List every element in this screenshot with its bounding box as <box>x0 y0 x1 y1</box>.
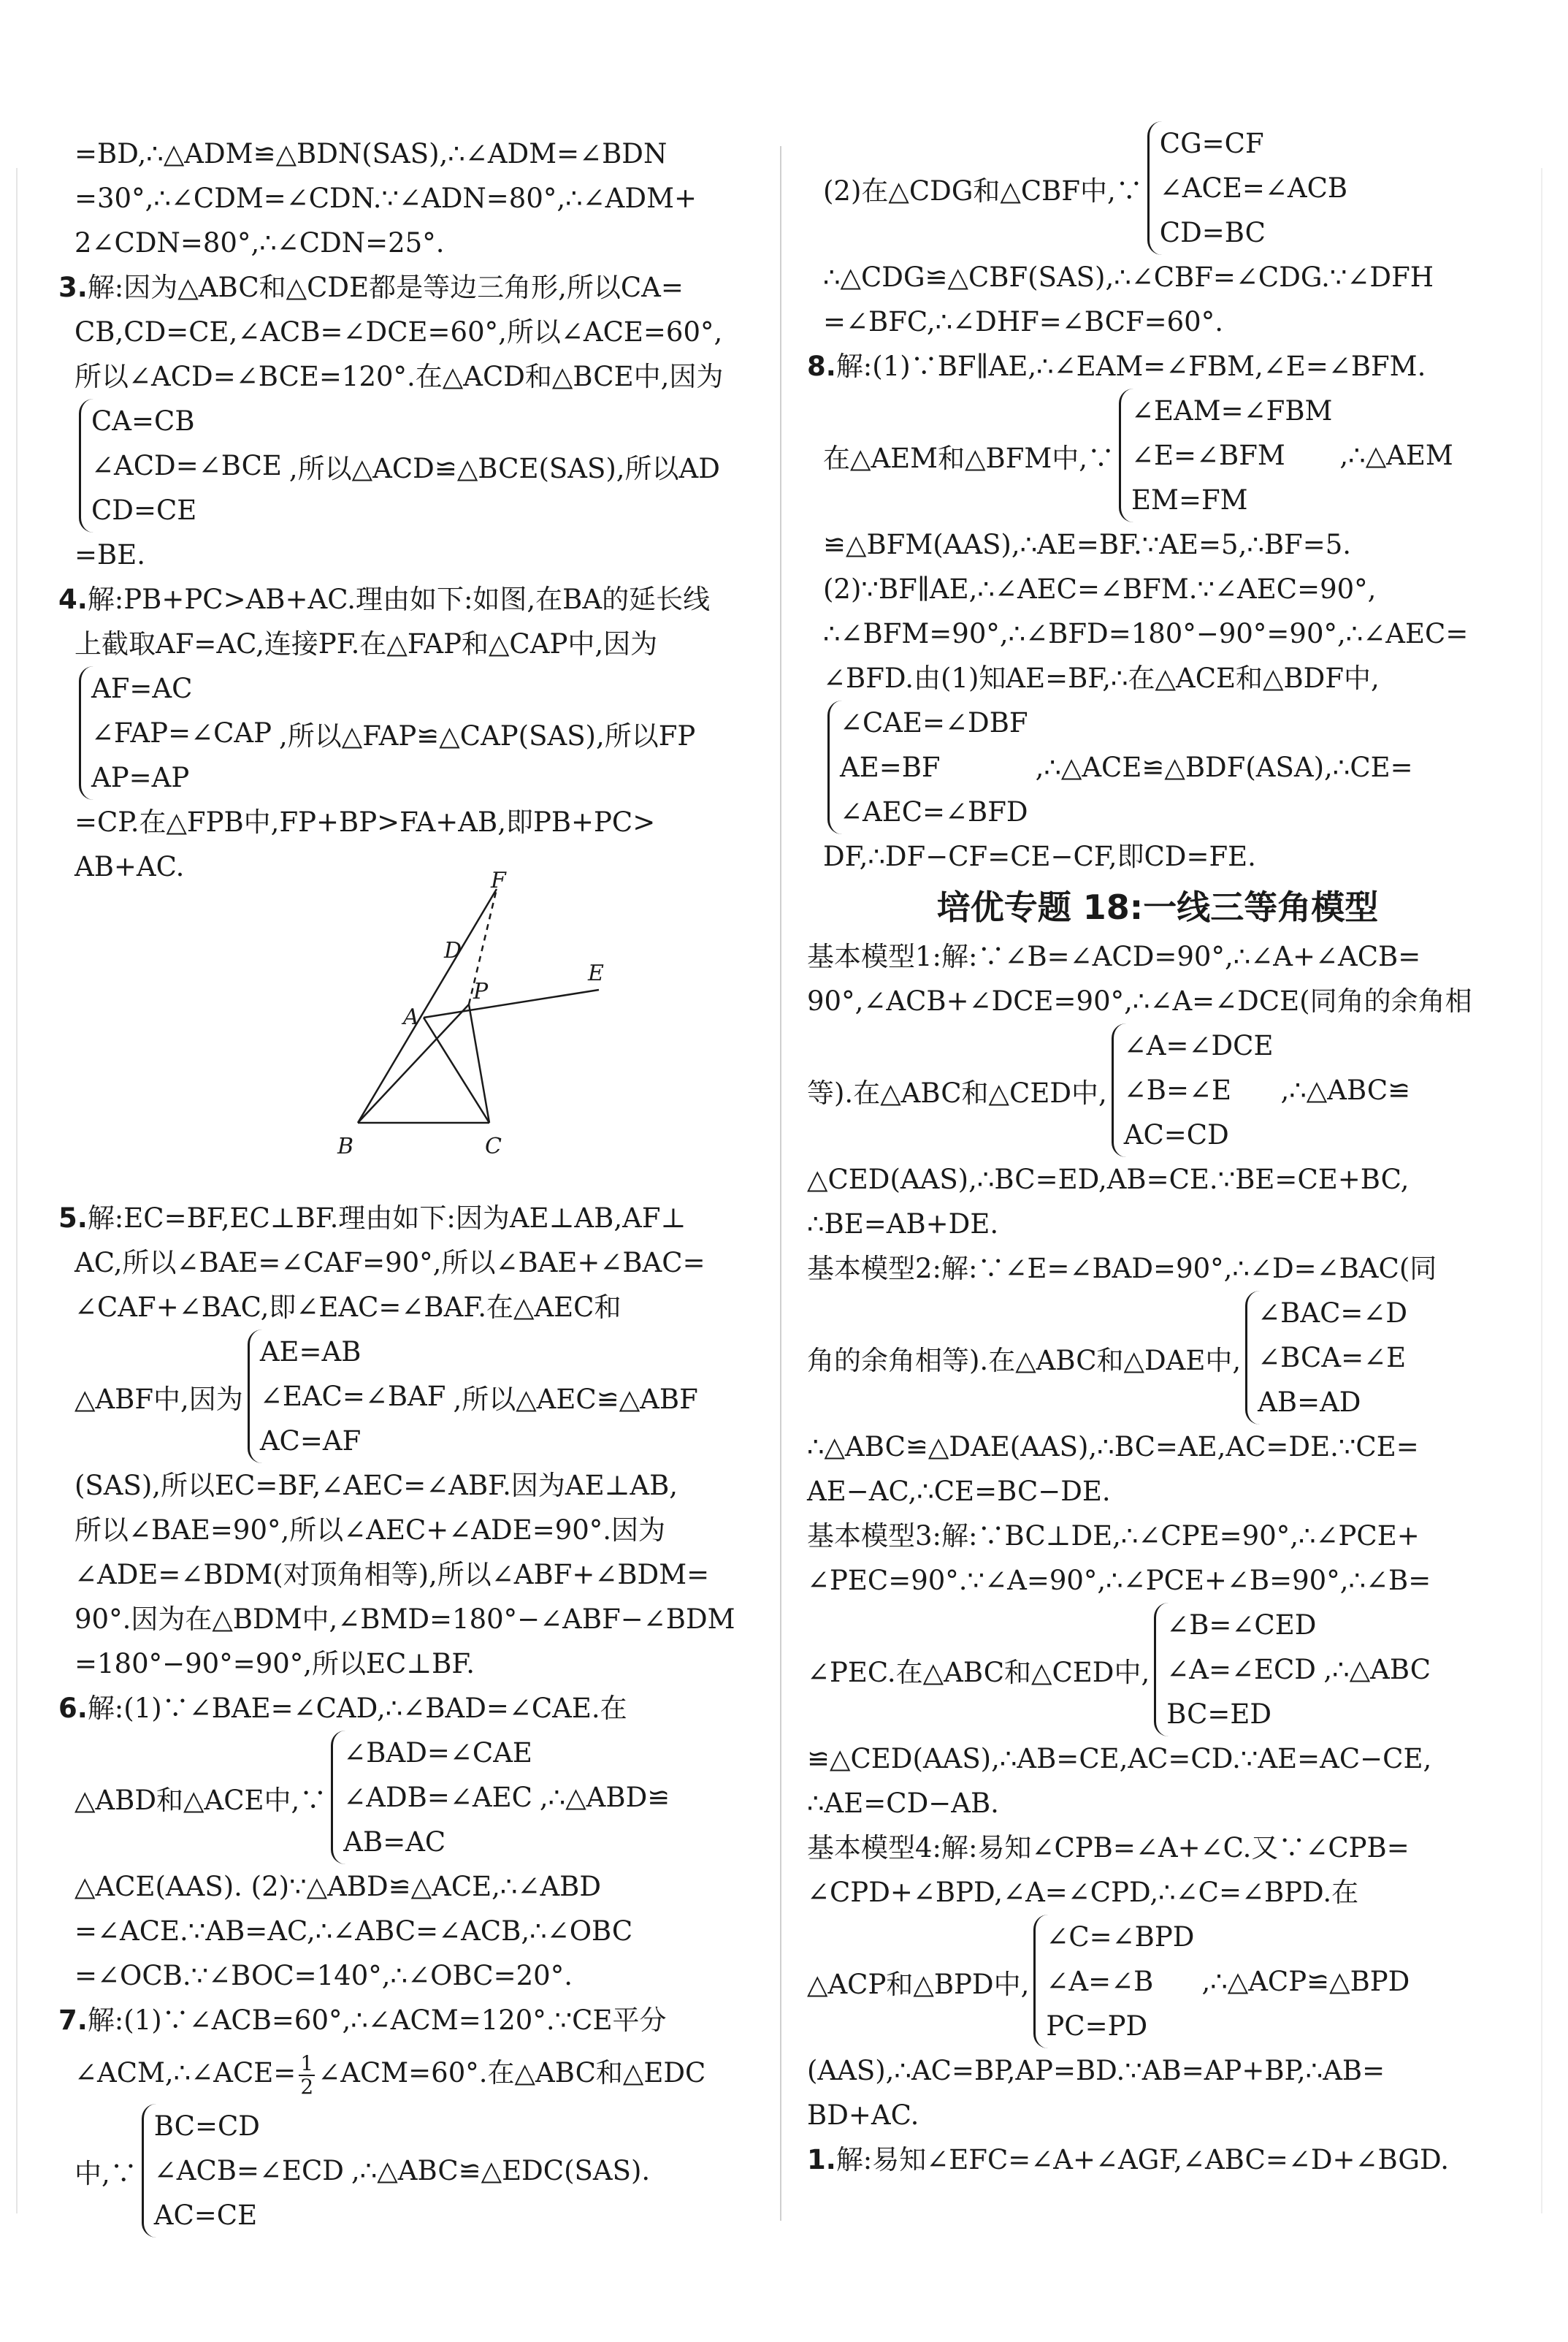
model4-line: ∠CPD+∠BPD,∠A=∠CPD,∴∠C=∠BPD.在 <box>807 1877 1359 1908</box>
brace-system: ∠B=∠CED ∠A=∠ECD BC=ED <box>1154 1603 1316 1736</box>
q4-line: 上截取AF=AC,连接PF.在△FAP和△CAP中,因为 <box>74 628 658 660</box>
section-title: 培优专题 18:一线三等角模型 <box>936 888 1379 927</box>
problem1-line: 1.解:易知∠EFC=∠A+∠AGF,∠ABC=∠D+∠BGD. <box>807 2144 1450 2175</box>
brace-system: AE=AB ∠EAC=∠BAF AC=AF <box>248 1330 446 1463</box>
brace-system: ∠A=∠DCE ∠B=∠E AC=CD <box>1112 1023 1274 1157</box>
q5-line: 90°.因为在△BDM中,∠BMD=180°−∠ABF−∠BDM <box>74 1603 735 1635</box>
q8-line: ∠BFD.由(1)知AE=BF,∴在△ACE和△BDF中, <box>823 663 1380 694</box>
q6-line: =∠OCB.∵∠BOC=140°,∴∠OBC=20°. <box>74 1960 573 1991</box>
problem1-number: 1. <box>807 2144 836 2175</box>
model1-line: 基本模型1:解:∵∠B=∠ACD=90°,∴∠A+∠ACB= <box>807 941 1421 972</box>
brace-system: CA=CB ∠ACD=∠BCE CD=CE <box>79 399 282 533</box>
right-column <box>807 121 1508 2182</box>
q5-line: 5.解:EC=BF,EC⊥BF.理由如下:因为AE⊥AB,AF⊥ <box>58 1202 687 1234</box>
continuation-line: =BD,∴△ADM≌△BDN(SAS),∴∠ADM=∠BDN <box>74 138 668 169</box>
label-b: B <box>337 1134 354 1159</box>
brace-system: CG=CF ∠ACE=∠ACB CD=BC <box>1147 121 1347 255</box>
q5-system: △ABF中,因为 AE=AB ∠EAC=∠BAF AC=AF ,所以△AEC≌△ABF <box>58 1330 756 1463</box>
model1-line: △CED(AAS),∴BC=ED,AB=CE.∵BE=CE+BC, <box>807 1164 1410 1195</box>
brace-system: BC=CD ∠ACB=∠ECD AC=CE <box>142 2104 344 2238</box>
brace-system: ∠C=∠BPD ∠A=∠B PC=PD <box>1033 1915 1194 2048</box>
model3-line: ∴AE=CD−AB. <box>807 1788 999 1819</box>
q5-number: 5. <box>58 1202 88 1234</box>
q7b-system: (2)在△CDG和△CBF中,∵ CG=CF ∠ACE=∠ACB CD=BC <box>807 121 1508 255</box>
q5-line: =180°−90°=90°,所以EC⊥BF. <box>74 1648 475 1679</box>
q5-line: ∠ADE=∠BDM(对顶角相等),所以∠ABF+∠BDM= <box>74 1559 710 1590</box>
label-d: D <box>444 938 462 964</box>
q7-line: 7.解:(1)∵∠ACB=60°,∴∠ACM=120°.∵CE平分 <box>58 2005 667 2036</box>
model3-line: ≌△CED(AAS),∴AB=CE,AC=CD.∵AE=AC−CE, <box>807 1743 1432 1774</box>
q7-system: 中,∵ BC=CD ∠ACB=∠ECD AC=CE ,∴△ABC≌△EDC(SAS). <box>58 2104 756 2238</box>
q7b-line: ∴△CDG≌△CBF(SAS),∴∠CBF=∠CDG.∵∠DFH <box>823 262 1434 293</box>
q3-number: 3. <box>58 272 88 303</box>
model2-line: AE−AC,∴CE=BC−DE. <box>807 1476 1111 1507</box>
left-margin-line <box>16 168 18 2213</box>
ray-ae <box>424 990 599 1018</box>
q7-line: ∠ACM,∴∠ACE= $\frac{1}{2}$ ∠ACM=60°.在△ABC和△EDC <box>74 2051 706 2099</box>
label-f: F <box>491 868 506 893</box>
q8-line: ≌△BFM(AAS),∴AE=BF.∵AE=5,∴BF=5. <box>823 529 1352 560</box>
q8-line: ∴∠BFM=90°,∴∠BFD=180°−90°=90°,∴∠AEC= <box>823 618 1469 649</box>
label-c: C <box>485 1134 502 1159</box>
q8-system: 在△AEM和△BFM中,∵ ∠EAM=∠FBM ∠E=∠BFM EM=FM ,∴△AEM <box>807 389 1508 522</box>
brace-system: ∠BAC=∠D ∠BCA=∠E AB=AD <box>1245 1291 1407 1424</box>
model4-line: (AAS),∴AC=BP,AP=BD.∵AB=AP+BP,∴AB= <box>807 2055 1385 2086</box>
q6-number: 6. <box>58 1693 88 1724</box>
model1-line: ∴BE=AB+DE. <box>807 1208 999 1240</box>
left-column <box>58 131 756 2238</box>
q4-number: 4. <box>58 584 88 615</box>
label-a: A <box>403 1004 419 1030</box>
q6-system: △ABD和△ACE中,∵ ∠BAD=∠CAE ∠ADB=∠AEC AB=AC ,∴△ABD≌ <box>58 1731 756 1864</box>
q8-system-2: ∠CAE=∠DBF AE=BF ∠AEC=∠BFD ,∴△ACE≌△BDF(ASA),∴CE= <box>807 701 1508 834</box>
continuation-line: 2∠CDN=80°,∴∠CDN=25°. <box>74 227 445 259</box>
q8-line: DF,∴DF−CF=CE−CF,即CD=FE. <box>823 841 1256 872</box>
model1-system: 等).在△ABC和△CED中, ∠A=∠DCE ∠B=∠E AC=CD ,∴△ABC≌ <box>807 1023 1508 1157</box>
label-e: E <box>588 961 604 986</box>
geometry-figure <box>58 868 756 1196</box>
line-bf <box>358 889 497 1123</box>
q3-system: CA=CB ∠ACD=∠BCE CD=CE ,所以△ACD≌△BCE(SAS),所以AD <box>58 399 756 533</box>
column-divider <box>780 146 781 2221</box>
q5-line: ∠CAF+∠BAC,即∠EAC=∠BAF.在△AEC和 <box>74 1292 622 1323</box>
q6-line: 6.解:(1)∵∠BAE=∠CAD,∴∠BAD=∠CAE.在 <box>58 1693 627 1724</box>
label-p: P <box>473 979 489 1004</box>
model1-line: 90°,∠ACB+∠DCE=90°,∴∠A=∠DCE(同角的余角相 <box>807 985 1472 1017</box>
continuation-line: =30°,∴∠CDM=∠CDN.∵∠ADN=80°,∴∠ADM+ <box>74 183 697 214</box>
brace-system: ∠BAD=∠CAE ∠ADB=∠AEC AB=AC <box>331 1731 532 1864</box>
brace-system: ∠EAM=∠FBM ∠E=∠BFM EM=FM <box>1119 389 1332 522</box>
fraction-one-half: $\frac{1}{2}$ <box>299 2053 315 2098</box>
model3-line: 基本模型3:解:∵BC⊥DE,∴∠CPE=90°,∴∠PCE+ <box>807 1520 1420 1552</box>
model4-system: △ACP和△BPD中, ∠C=∠BPD ∠A=∠B PC=PD ,∴△ACP≌△BPD <box>807 1915 1508 2048</box>
q4-line: =CP.在△FPB中,FP+BP>FA+AB,即PB+PC> <box>74 806 656 838</box>
q6-line: △ACE(AAS). (2)∵△ABD≌△ACE,∴∠ABD <box>74 1871 602 1902</box>
right-margin-line <box>1541 168 1542 2213</box>
model3-line: ∠PEC=90°.∵∠A=90°,∴∠PCE+∠B=90°,∴∠B= <box>807 1565 1431 1596</box>
q5-line: 所以∠BAE=90°,所以∠AEC+∠ADE=90°.因为 <box>74 1514 666 1546</box>
q3-line: 所以∠ACD=∠BCE=120°.在△ACD和△BCE中,因为 <box>74 361 724 392</box>
q8-number: 8. <box>807 351 836 382</box>
brace-system: ∠CAE=∠DBF AE=BF ∠AEC=∠BFD <box>827 701 1028 834</box>
q8-line: (2)∵BF∥AE,∴∠AEC=∠BFM.∵∠AEC=90°, <box>823 573 1377 605</box>
q6-line: =∠ACE.∵AB=AC,∴∠ABC=∠ACB,∴∠OBC <box>74 1915 633 1947</box>
q8-line: 8.解:(1)∵BF∥AE,∴∠EAM=∠FBM,∠E=∠BFM. <box>807 351 1426 382</box>
q4-system: AF=AC ∠FAP=∠CAP AP=AP ,所以△FAP≌△CAP(SAS),所以FP <box>58 666 756 800</box>
model4-line: BD+AC. <box>807 2099 919 2131</box>
q5-line: AC,所以∠BAE=∠CAF=90°,所以∠BAE+∠BAC= <box>74 1247 705 1278</box>
model2-line: ∴△ABC≌△DAE(AAS),∴BC=AE,AC=DE.∵CE= <box>807 1431 1419 1462</box>
q4-line: AB+AC. <box>74 851 185 882</box>
brace-system: AF=AC ∠FAP=∠CAP AP=AP <box>79 666 272 800</box>
q3-line: =BE. <box>74 539 145 571</box>
q4-line: 4.解:PB+PC>AB+AC.理由如下:如图,在BA的延长线 <box>58 584 711 615</box>
triangle-diagram <box>278 868 604 1196</box>
q3-line: CB,CD=CE,∠ACB=∠DCE=60°,所以∠ACE=60°, <box>74 316 723 348</box>
model2-system: 角的余角相等).在△ABC和△DAE中, ∠BAC=∠D ∠BCA=∠E AB=AD <box>807 1291 1508 1424</box>
model2-line: 基本模型2:解:∵∠E=∠BAD=90°,∴∠D=∠BAC(同 <box>807 1253 1437 1284</box>
model3-system: ∠PEC.在△ABC和△CED中, ∠B=∠CED ∠A=∠ECD BC=ED ,∴△ABC <box>807 1603 1508 1736</box>
q7b-line: =∠BFC,∴∠DHF=∠BCF=60°. <box>823 306 1223 337</box>
q3-line: 3.解:因为△ABC和△CDE都是等边三角形,所以CA= <box>58 272 684 303</box>
q7-number: 7. <box>58 2005 88 2036</box>
model4-line: 基本模型4:解:易知∠CPB=∠A+∠C.又∵∠CPB= <box>807 1832 1410 1864</box>
q5-line: (SAS),所以EC=BF,∠AEC=∠ABF.因为AE⊥AB, <box>74 1470 678 1501</box>
